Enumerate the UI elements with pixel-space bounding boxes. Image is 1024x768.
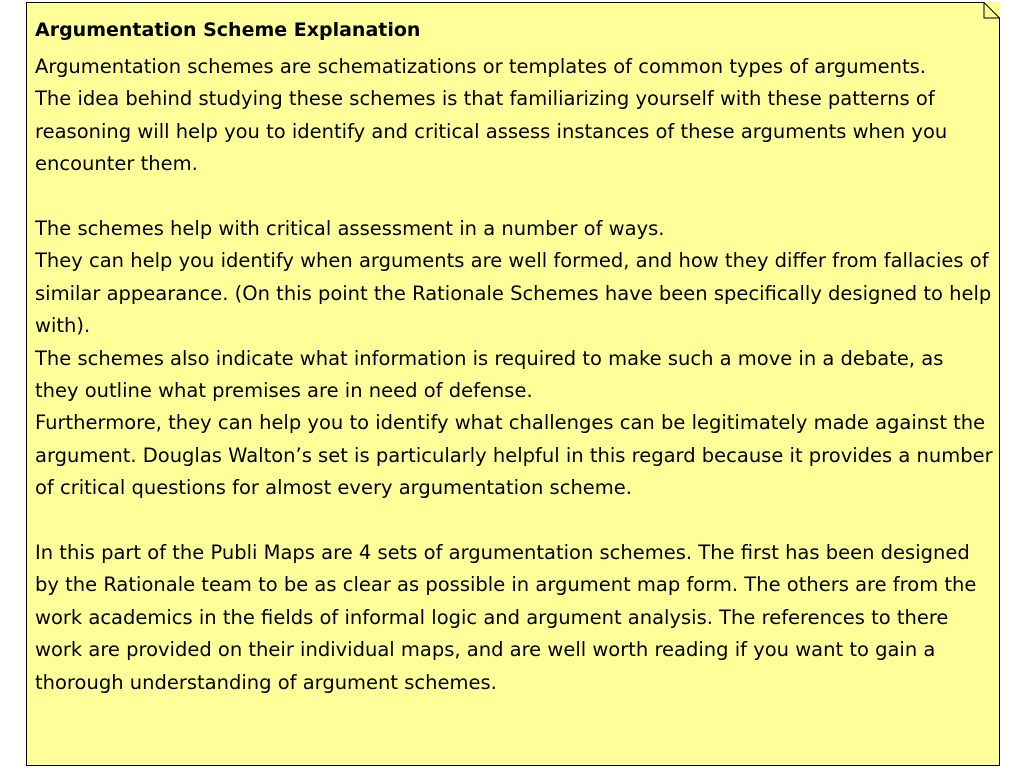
paragraph-publi-maps: In this part of the Publi Maps are 4 sets of argumentation schemes. The first has been designed by the Rationale team to be as clear as possible in argument map form. The others are from the work academics in the fields of informal logic and argument analysis. The references to there work are provided on their individual maps, and are well worth reading if you want to gain a thorough understanding of argument schemes. bbox=[35, 541, 977, 694]
paragraph-definition: Argumentation schemes are schematizations or templates of common types of arguments. bbox=[35, 55, 926, 78]
paragraph-information: The schemes also indicate what information is required to make such a move in a debate, as they outline what premises are in need of defense. bbox=[35, 346, 944, 403]
paragraph-challenges: Furthermore, they can help you to identify what challenges can be legitimately made against the argument. Douglas Walton’s set is particularly helpful in this regard because it provides a number of critical questions for almost every argumentation scheme. bbox=[35, 411, 993, 500]
paragraph-assessment: The schemes help with critical assessment in a number of ways. bbox=[35, 217, 665, 241]
note-panel bbox=[26, 2, 1000, 766]
paragraph-well-formed: They can help you identify when arguments are well formed, and how they differ from fallacies of similar appearance. (On this point the Rationale Schemes have been specifically designed to help with). bbox=[35, 249, 992, 338]
paragraph-idea: The idea behind studying these schemes is that familiarizing yourself with these patterns of reasoning will help you to identify and critical assess instances of these arguments when you encounter them. bbox=[35, 87, 948, 176]
paragraph-spacer bbox=[35, 181, 993, 213]
note-content bbox=[35, 14, 993, 699]
note-title: Argumentation Scheme Explanation bbox=[35, 19, 421, 41]
paragraph-spacer bbox=[35, 505, 993, 537]
